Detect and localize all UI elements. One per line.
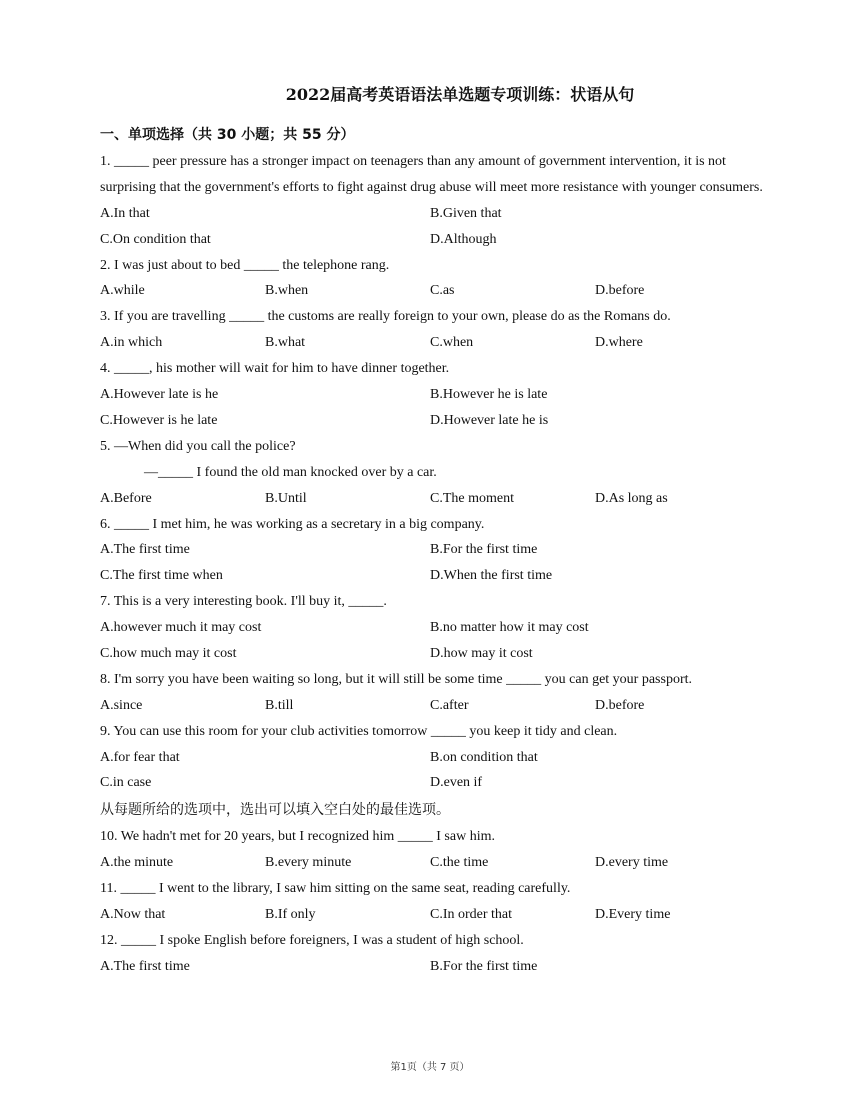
option-d[interactable]: D.As long as bbox=[595, 490, 668, 506]
option-b[interactable]: B.on condition that bbox=[430, 749, 538, 765]
option-a[interactable]: A.The first time bbox=[100, 542, 190, 558]
option-d[interactable]: D.However late he is bbox=[430, 412, 549, 428]
page-footer: 第1页（共 7 页） bbox=[390, 1062, 470, 1073]
options-row bbox=[100, 408, 765, 434]
option-b[interactable]: B.when bbox=[265, 283, 309, 299]
question-5-reply: —_____ I found the old man knocked over by a car. bbox=[144, 464, 437, 480]
options-row bbox=[100, 330, 765, 356]
options-row bbox=[100, 201, 765, 227]
option-c[interactable]: C.after bbox=[430, 697, 469, 713]
option-c[interactable]: C.how much may it cost bbox=[100, 645, 237, 661]
option-d[interactable]: D.every time bbox=[595, 855, 669, 871]
options-row bbox=[100, 902, 765, 928]
options-row bbox=[100, 563, 765, 589]
option-c[interactable]: C.The first time when bbox=[100, 568, 223, 584]
question-list bbox=[100, 149, 765, 980]
option-a[interactable]: A.the minute bbox=[100, 855, 174, 871]
option-c[interactable]: C.as bbox=[430, 283, 455, 299]
option-d[interactable]: D.Although bbox=[430, 231, 497, 247]
question-11: 11. _____ I went to the library, I saw him sitting on the same seat, reading carefully. bbox=[100, 881, 571, 897]
section-heading: 一、单项选择（共 30 小题；共 55 分） bbox=[100, 127, 355, 143]
option-a[interactable]: A.Before bbox=[100, 490, 152, 506]
option-a[interactable]: A.In that bbox=[100, 205, 150, 221]
options-row bbox=[100, 693, 765, 719]
option-c[interactable]: C.in case bbox=[100, 775, 152, 791]
option-b[interactable]: B.what bbox=[265, 335, 306, 351]
question-3: 3. If you are travelling _____ the customs are really foreign to your own, please do as the Romans do. bbox=[100, 309, 671, 325]
options-row bbox=[100, 641, 765, 667]
question-4: 4. _____, his mother will wait for him to have dinner together. bbox=[100, 361, 450, 377]
option-b[interactable]: B.For the first time bbox=[430, 958, 538, 974]
option-a[interactable]: A.while bbox=[100, 283, 145, 299]
question-7: 7. This is a very interesting book. I'll buy it, _____. bbox=[100, 594, 387, 610]
question-10: 10. We hadn't met for 20 years, but I recognized him _____ I saw him. bbox=[100, 829, 495, 845]
option-d[interactable]: D.where bbox=[595, 335, 643, 351]
option-a[interactable]: A.However late is he bbox=[100, 387, 219, 403]
option-c[interactable]: C.However is he late bbox=[100, 412, 218, 428]
document-title: 2022届高考英语语法单选题专项训练：状语从句 bbox=[285, 85, 635, 104]
option-b[interactable]: B.For the first time bbox=[430, 542, 538, 558]
option-b[interactable]: B.Until bbox=[265, 490, 307, 506]
option-d[interactable]: D.before bbox=[595, 697, 645, 713]
options-row bbox=[100, 227, 765, 253]
option-d[interactable]: D.how may it cost bbox=[430, 645, 533, 661]
option-b[interactable]: B.Given that bbox=[430, 205, 502, 221]
options-row bbox=[100, 745, 765, 771]
option-c[interactable]: C.In order that bbox=[430, 906, 513, 922]
question-8: 8. I'm sorry you have been waiting so long, but it will still be some time _____ you can get your passport. bbox=[100, 671, 692, 687]
option-d[interactable]: D.When the first time bbox=[430, 568, 553, 584]
option-b[interactable]: B.till bbox=[265, 697, 294, 713]
option-a[interactable]: A.The first time bbox=[100, 958, 190, 974]
option-a[interactable]: A.since bbox=[100, 697, 143, 713]
question-9: 9. You can use this room for your club activities tomorrow _____ you keep it tidy and clean. bbox=[100, 723, 618, 739]
question-6: 6. _____ I met him, he was working as a secretary in a big company. bbox=[100, 516, 485, 532]
options-row bbox=[100, 486, 765, 512]
question-12: 12. _____ I spoke English before foreigners, I was a student of high school. bbox=[100, 932, 524, 948]
option-c[interactable]: C.On condition that bbox=[100, 231, 211, 247]
option-b[interactable]: B.every minute bbox=[265, 855, 352, 871]
option-d[interactable]: D.Every time bbox=[595, 906, 671, 922]
option-d[interactable]: D.before bbox=[595, 283, 645, 299]
options-row bbox=[100, 278, 765, 304]
option-a[interactable]: A.Now that bbox=[100, 906, 166, 922]
option-b[interactable]: B.However he is late bbox=[430, 387, 548, 403]
option-a[interactable]: A.in which bbox=[100, 335, 163, 351]
option-a[interactable]: A.for fear that bbox=[100, 749, 180, 765]
options-row bbox=[100, 382, 765, 408]
question-5: 5. —When did you call the police? bbox=[100, 438, 296, 454]
option-c[interactable]: C.The moment bbox=[430, 490, 514, 506]
instruction-text: 从每题所给的选项中，选出可以填入空白处的最佳选项。 bbox=[100, 802, 450, 819]
option-d[interactable]: D.even if bbox=[430, 775, 483, 791]
question-2: 2. I was just about to bed _____ the telephone rang. bbox=[100, 257, 390, 273]
option-b[interactable]: B.no matter how it may cost bbox=[430, 620, 589, 636]
option-c[interactable]: C.the time bbox=[430, 855, 489, 871]
options-row bbox=[100, 615, 765, 641]
question-1: 1. _____ peer pressure has a stronger impact on teenagers than any amount of government intervention, it is not surprising that the government's efforts to fight against drug abuse will meet more resistance with younger consumers. bbox=[100, 154, 763, 195]
option-a[interactable]: A.however much it may cost bbox=[100, 620, 262, 636]
options-row bbox=[100, 850, 765, 876]
options-row bbox=[100, 770, 765, 796]
option-b[interactable]: B.If only bbox=[265, 906, 316, 922]
options-row bbox=[100, 537, 765, 563]
option-c[interactable]: C.when bbox=[430, 335, 474, 351]
options-row bbox=[100, 954, 765, 980]
